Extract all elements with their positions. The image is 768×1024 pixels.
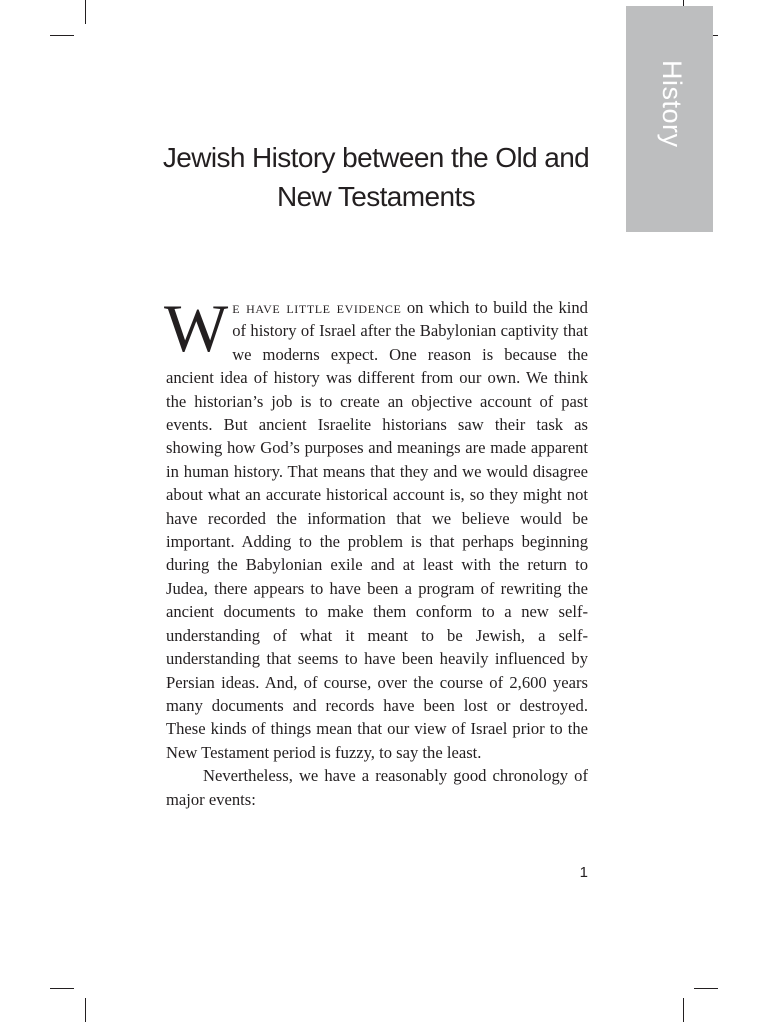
paragraph: Nevertheless, we have a reasonably good chronology of major events: bbox=[166, 766, 588, 809]
crop-mark bbox=[85, 0, 86, 24]
paragraph-text: on which to build the kind of history of Israel after the Babylonian captivity that we moderns expect. One reason is because the ancient idea of history was different from our own. We think the historian’s job is to create an objective account of past events. But ancient Israelite historians saw their task as showing how God’s purposes and meanings are made apparent in human history. That means that they and we would disagree about what an accurate historical account is, so they might not have recorded the information that we believe would be important. Adding to the problem is that perhaps beginning during the Babylonian exile and at least with the return to Judea, there appears to have been a program of rewriting the ancient documents to make them conform to a new self-understanding of what it meant to be Jewish, a self-understanding that seems to have been heavily influenced by Persian ideas. And, of course, over the course of 2,600 years many documents and records have been lost or destroyed. These kinds of things mean that our view of Israel prior to the New Testament period is fuzzy, to say the least. bbox=[166, 298, 588, 762]
section-tab-label: History bbox=[657, 60, 687, 148]
crop-mark bbox=[85, 998, 86, 1022]
drop-cap: W bbox=[164, 290, 229, 366]
chapter-title: Jewish History between the Old and New Testaments bbox=[162, 142, 590, 212]
crop-mark bbox=[694, 988, 718, 989]
crop-mark bbox=[50, 988, 74, 989]
lead-in: e have little evidence bbox=[232, 298, 402, 317]
crop-mark bbox=[50, 35, 74, 36]
page-number: 1 bbox=[579, 864, 588, 881]
body-text bbox=[164, 290, 588, 811]
crop-mark bbox=[683, 998, 684, 1022]
paragraph bbox=[164, 290, 588, 764]
